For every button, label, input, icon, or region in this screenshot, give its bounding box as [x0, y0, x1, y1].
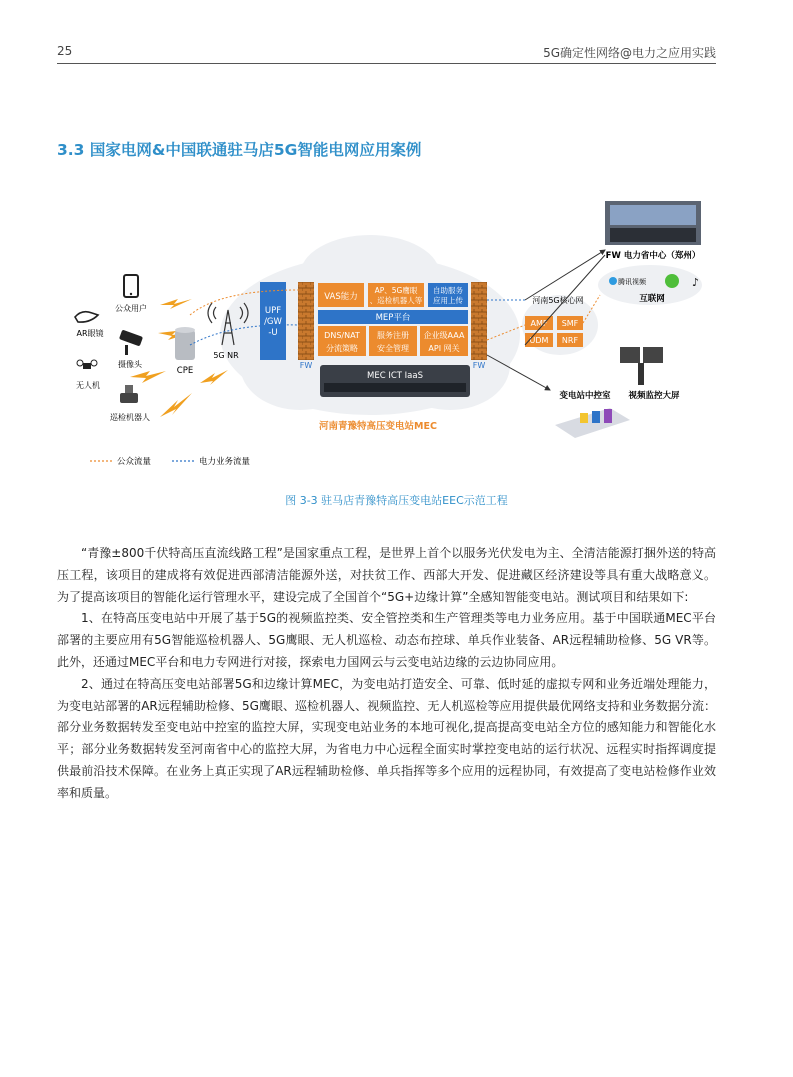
- cpe-label: CPE: [176, 366, 194, 376]
- drone-device: [76, 360, 100, 390]
- legend-power-flow: 电力业务流量: [199, 457, 251, 467]
- paragraph-1: “青豫±800千伏特高压直流线路工程”是国家重点工程，是世界上首个以服务光伏发电为主、全清洁能源打捆外送的特高压工程，该项目的建成将有效促进西部清洁能源外送，对扶贫工作、西部大开发、促进藏区经济建设等具有重大战略意义。为了提高该项目的智能化运行管理水平，建设完成了全国首个“5G+边缘计算”全感知智能变电站。测试项目和结果如下:: [57, 546, 716, 604]
- service-reg-line1: 服务注册: [377, 331, 409, 340]
- cpe-device: [175, 327, 195, 376]
- udm-label: UDM: [529, 336, 549, 345]
- header-divider: [57, 63, 716, 64]
- province-control-center-photo: [605, 201, 701, 245]
- aaa-line2: API 网关: [428, 344, 460, 353]
- body-text: [57, 543, 716, 805]
- aaa-line1: 企业级AAA: [423, 331, 465, 340]
- running-title: 5G确定性网络@电力之应用实践: [543, 46, 716, 60]
- smf-label: SMF: [561, 319, 579, 328]
- ap-label-line2: 、巡检机器人等: [369, 296, 423, 305]
- auto-service-line2: 应用上传: [433, 296, 463, 305]
- province-center-label: FW 电力省中心（郑州）: [605, 251, 701, 261]
- tencent-video-icon: [609, 277, 617, 285]
- network-architecture-diagram: [70, 195, 730, 480]
- upf-label-line1: UPF: [264, 306, 282, 316]
- legend: [90, 456, 251, 467]
- tencent-video-label: 腾讯视频: [618, 278, 646, 286]
- tiktok-icon: ♪: [692, 276, 700, 289]
- internet-label: 互联网: [639, 294, 665, 304]
- public-user-device: [115, 275, 147, 313]
- mep-label: MEP平台: [375, 313, 411, 323]
- paragraph-3: 2、通过在特高压变电站部署5G和边缘计算MEC，为变电站打造安全、可靠、低时延的虚拟专网和业务近端处理能力，为变电站部署的AR远程辅助检修、5G鹰眼、巡检机器人、视频监控、无人机巡检等应用提供最优网络支持和业务数据分流：部分业务数据转发至变电站中控室的监控大屏，实现变电站业务的本地可视化,提高提高变电站全方位的感知能力和智能化水平；部分业务数据转发至河南省中心的监控大屏，为省电力中心远程全面实时掌控变电站的运行状况、远程实时指挥调度提供最前沿技术保障。在业务上真正实现了AR远程辅助检修、单兵指挥等多个应用的远程协同，有效提高了变电站检修作业效率和质量。: [57, 676, 716, 800]
- camera-device: [118, 330, 143, 369]
- iaas-server-slot: [324, 383, 466, 392]
- nrf-label: NRF: [561, 336, 579, 345]
- inspection-robot-label: 巡检机器人: [110, 413, 150, 422]
- legend-public-flow: 公众流量: [117, 457, 152, 467]
- firewall-left-label: FW: [299, 361, 313, 370]
- dns-line2: 分流策略: [326, 344, 358, 353]
- paragraph-2: 1、在特高压变电站中开展了基于5G的视频监控类、安全管控类和生产管理类等电力业务应用。基于中国联通MEC平台部署的主要应用有5G智能巡检机器人、5G鹰眼、无人机巡检、动态布控球、单兵作业装备、AR远程辅助检修、5G VR等。此外，还通过MEC平台和电力专网进行对接，探索电力国网云与云变电站边缘的云边协同应用。: [57, 611, 716, 669]
- upf-label-line3: -U: [268, 328, 278, 338]
- firewall-right: [471, 282, 487, 360]
- substation-platform: [555, 408, 630, 438]
- vas-label: VAS能力: [324, 292, 358, 302]
- public-user-label: 公众用户: [115, 304, 147, 313]
- section-title: 3.3 国家电网&中国联通驻马店5G智能电网应用案例: [57, 141, 422, 159]
- ap-label-line1: AP、5G鹰眼: [374, 286, 418, 295]
- mec-cloud-label: 河南青豫特高压变电站MEC: [319, 421, 437, 432]
- ar-glasses-device: [75, 312, 104, 338]
- firewall-left: [298, 282, 314, 360]
- 5g-nr-label: 5G NR: [213, 351, 239, 360]
- substation-control-room-label: 变电站中控室: [559, 391, 611, 401]
- iaas-server: [320, 365, 470, 397]
- figure-caption: 图 3-3 驻马店青豫特高压变电站EEC示范工程: [285, 494, 508, 507]
- firewall-right-label: FW: [472, 361, 486, 370]
- video-wall-kiosk: [620, 347, 663, 385]
- amf-label: AMF: [530, 319, 548, 328]
- drone-label: 无人机: [76, 381, 100, 390]
- iaas-label: MEC ICT IaaS: [367, 371, 423, 381]
- service-reg-line2: 安全管理: [377, 344, 409, 353]
- page-number: 25: [57, 44, 73, 58]
- inspection-robot-device: [110, 385, 150, 422]
- upf-label-line2: /GW: [264, 317, 282, 327]
- camera-label: 摄像头: [118, 360, 142, 369]
- auto-service-line1: 自助服务: [433, 286, 463, 295]
- wechat-icon: [665, 274, 679, 288]
- core-network-label: 河南5G核心网: [532, 296, 584, 305]
- dns-line1: DNS/NAT: [324, 331, 360, 340]
- ar-glasses-label: AR眼镜: [76, 329, 104, 338]
- video-screen-label: 视频监控大屏: [628, 391, 680, 401]
